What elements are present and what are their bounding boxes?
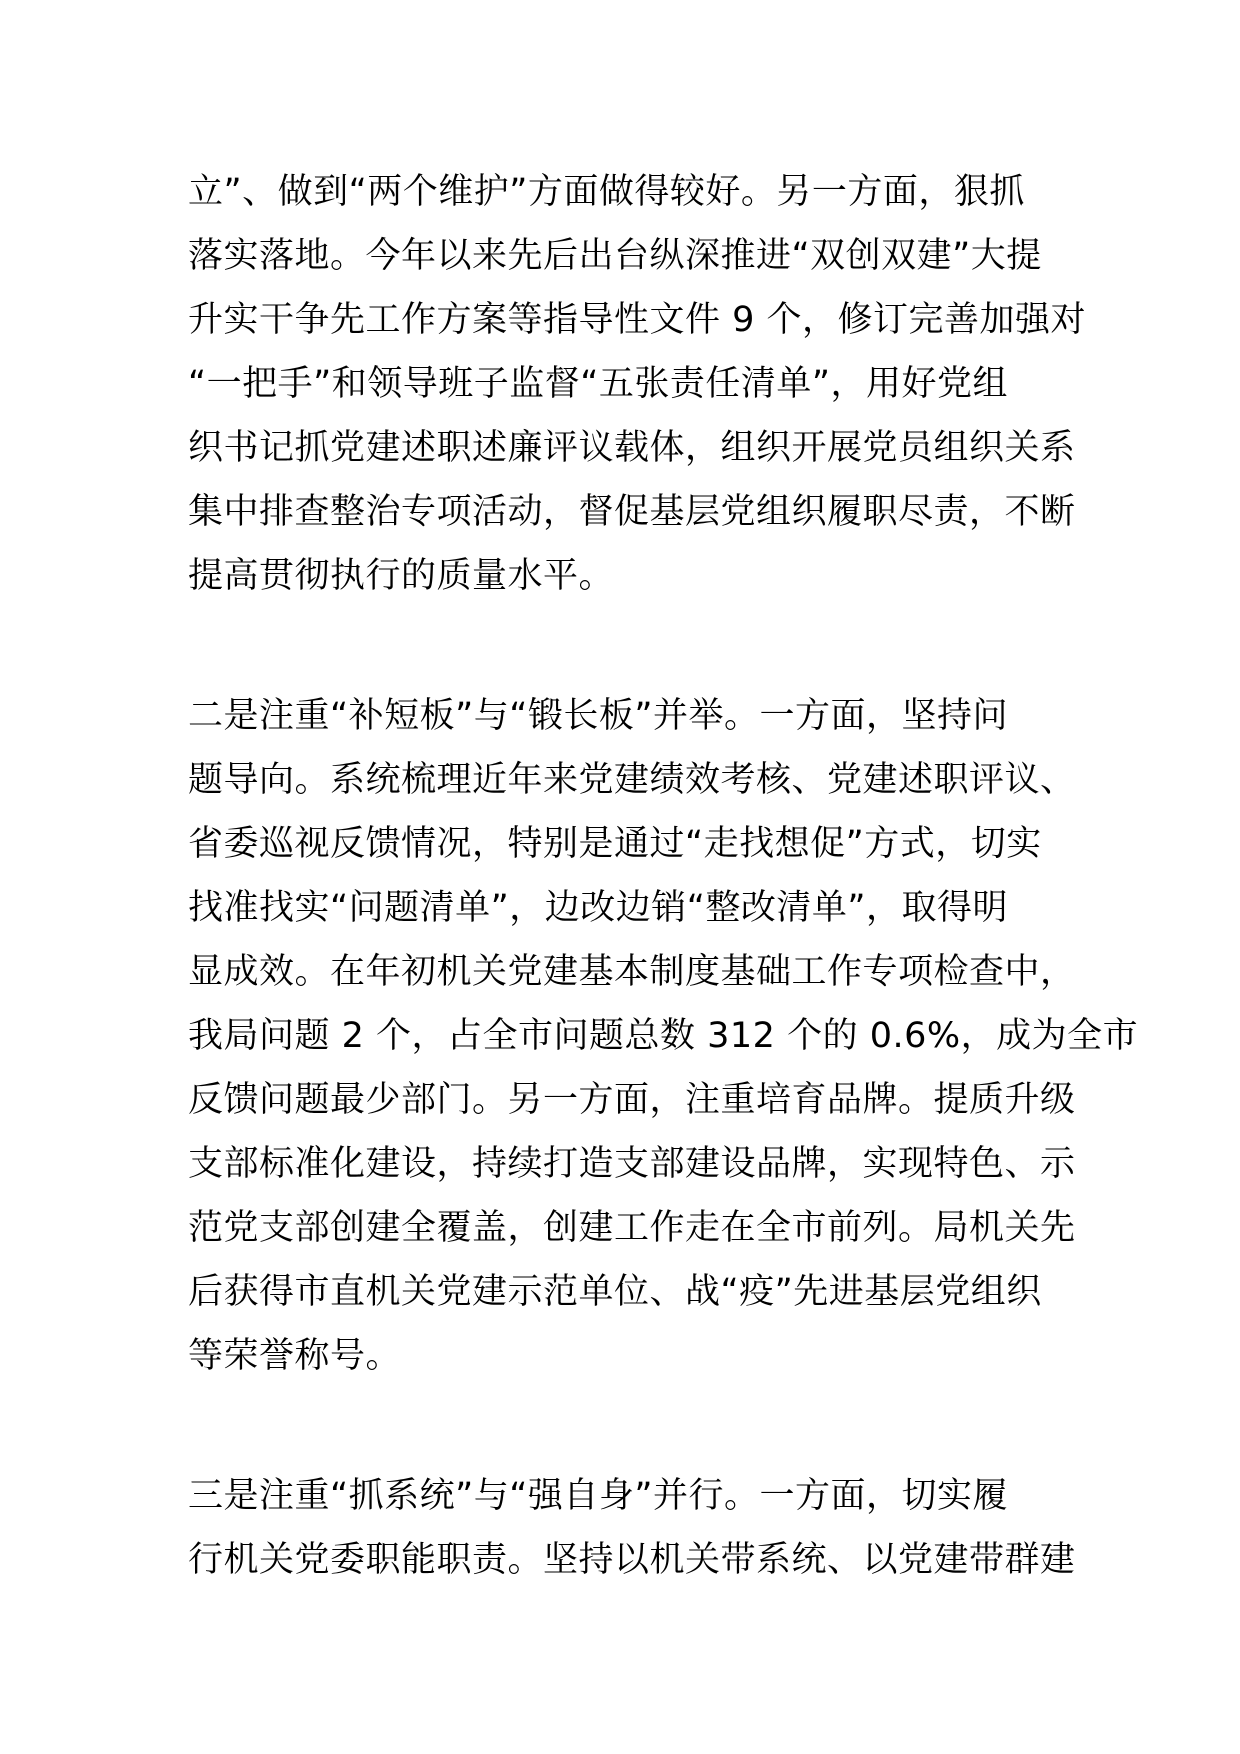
text-line: 题导向。系统梳理近年来党建绩效考核、党建述职评议、 <box>188 760 1076 800</box>
paragraph-3 <box>188 1464 1076 1592</box>
text-line: 落实落地。今年以来先后出台纵深推进“双创双建”大提 <box>188 236 1042 276</box>
text-line: 显成效。在年初机关党建基本制度基础工作专项检查中， <box>188 952 1076 992</box>
text-line: 找准找实“问题清单”，边改边销“整改清单”，取得明 <box>188 888 1009 928</box>
text-line: 织书记抓党建述职述廉评议载体，组织开展党员组织关系 <box>188 428 1076 468</box>
text-line: 行机关党委职能职责。坚持以机关带系统、以党建带群建 <box>188 1540 1076 1580</box>
text-line: 反馈问题最少部门。另一方面，注重培育品牌。提质升级 <box>188 1080 1076 1120</box>
paragraph-1 <box>188 160 1087 608</box>
text-line: 提高贯彻执行的质量水平。 <box>188 556 615 596</box>
text-line: 省委巡视反馈情况，特别是通过“走找想促”方式，切实 <box>188 824 1042 864</box>
text-line: 范党支部创建全覆盖，创建工作走在全市前列。局机关先 <box>188 1208 1076 1248</box>
text-line: 我局问题 2 个，占全市问题总数 312 个的 0.6%，成为全市 <box>188 1016 1139 1056</box>
text-line: “一把手”和领导班子监督“五张责任清单”，用好党组 <box>188 364 1009 404</box>
text-line: 立”、做到“两个维护”方面做得较好。另一方面，狠抓 <box>188 172 1025 212</box>
text-line: 支部标准化建设，持续打造支部建设品牌，实现特色、示 <box>188 1144 1076 1184</box>
text-line: 二是注重“补短板”与“锻长板”并举。一方面，坚持问 <box>188 696 1009 736</box>
text-line: 升实干争先工作方案等指导性文件 9 个，修订完善加强对 <box>188 300 1087 340</box>
text-line: 后获得市直机关党建示范单位、战“疫”先进基层党组织 <box>188 1272 1042 1312</box>
text-line: 等荣誉称号。 <box>188 1336 402 1376</box>
paragraph-2 <box>188 684 1139 1388</box>
text-line: 三是注重“抓系统”与“强自身”并行。一方面，切实履 <box>188 1476 1009 1516</box>
text-line: 集中排查整治专项活动，督促基层党组织履职尽责，不断 <box>188 492 1076 532</box>
